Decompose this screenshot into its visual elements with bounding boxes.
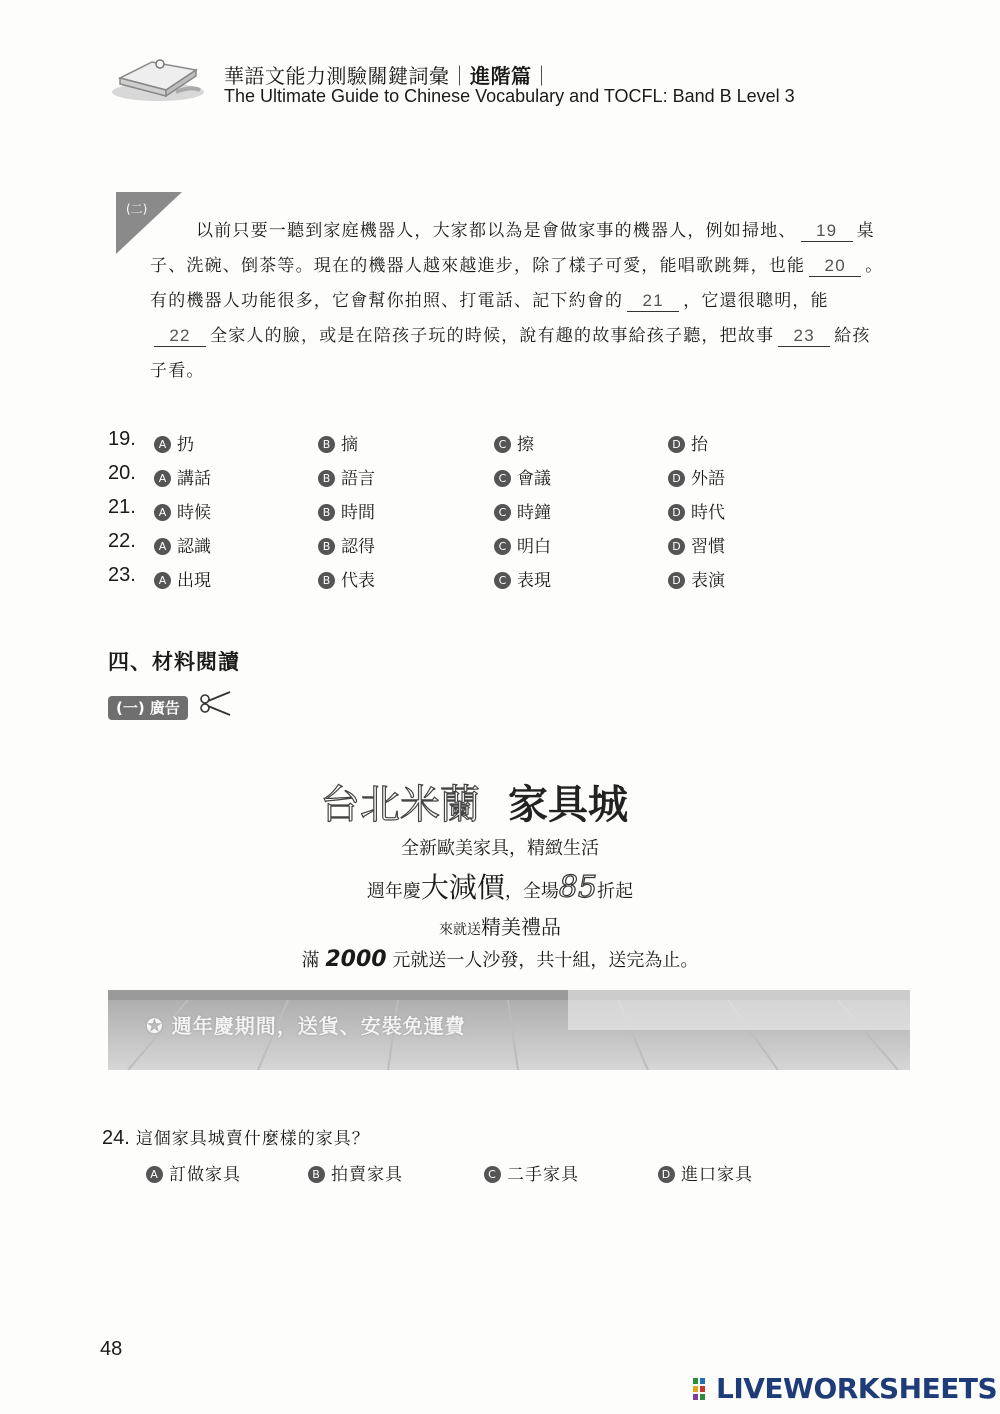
reading-passage: 以前只要一聽到家庭機器人，大家都以為是會做家事的機器人，例如掃地、 19 桌子、洗碗、倒茶等。現在的機器人越來越進步，除了樣子可愛，能唱歌跳舞，也能 20 。有的機器人功能很多，它會幫你拍照、打電話、記下約會的 21 ，它還很聰明，能22 全家人的臉，或是在陪孩子玩的時候，說有趣的故事給孩子聽，把故事 23 給孩子看。 [150, 221, 884, 381]
option-b[interactable]: B 代表 [318, 566, 375, 591]
ad-line-3: 來就送精美禮品 [439, 915, 561, 939]
option-b[interactable]: B 認得 [318, 532, 375, 557]
question-23 [108, 564, 828, 598]
question-list [108, 428, 828, 598]
question-20 [108, 462, 828, 496]
subsection-label: (一) 廣告 [108, 696, 188, 720]
question-24-options [146, 1160, 866, 1188]
svg-text:家具城: 家具城 [508, 782, 628, 828]
liveworksheets-watermark: LIVEWORKSHEETS [716, 1372, 998, 1405]
blank-21[interactable]: 21 [627, 291, 679, 312]
svg-text:台北米蘭: 台北米蘭 [320, 782, 480, 828]
question-number: 20. [108, 462, 136, 484]
ad-line-1: 全新歐美家具，精緻生活 [401, 838, 599, 859]
page-number: 48 [100, 1338, 123, 1360]
scissors-icon [198, 690, 232, 716]
option-c[interactable]: C 明白 [494, 532, 551, 557]
option-c[interactable]: C 會議 [494, 464, 551, 489]
option-a[interactable]: A 講話 [154, 464, 211, 489]
option-a[interactable]: A 訂做家具 [146, 1160, 241, 1185]
blank-22[interactable]: 22 [154, 326, 206, 347]
question-number: 21. [108, 496, 136, 518]
question-21 [108, 496, 828, 530]
question-number: 22. [108, 530, 136, 552]
option-a[interactable]: A 出現 [154, 566, 211, 591]
option-d[interactable]: D 習慣 [668, 532, 725, 557]
option-d[interactable]: D 外語 [668, 464, 725, 489]
option-a[interactable]: A 扔 [154, 430, 194, 455]
ad-line-4: 滿 2000 元就送一人沙發，共十組，送完為止。 [301, 947, 699, 972]
section-label: (二) [126, 202, 148, 216]
ad-title [318, 772, 658, 828]
option-b[interactable]: B 時間 [318, 498, 375, 523]
blank-19[interactable]: 19 [801, 221, 853, 242]
option-d[interactable]: D 抬 [668, 430, 708, 455]
option-a[interactable]: A 時候 [154, 498, 211, 523]
option-c[interactable]: C 二手家具 [484, 1160, 579, 1185]
option-b[interactable]: B 摘 [318, 430, 358, 455]
option-d[interactable]: D 表演 [668, 566, 725, 591]
ad-line-2: 週年慶大減價，全場85折起 [366, 870, 634, 905]
option-d[interactable]: D 時代 [668, 498, 725, 523]
option-c[interactable]: C 時鐘 [494, 498, 551, 523]
question-19 [108, 428, 828, 462]
option-c[interactable]: C 擦 [494, 430, 534, 455]
liveworksheets-logo-icon [692, 1372, 714, 1406]
option-d[interactable]: D 進口家具 [658, 1160, 753, 1185]
question-number: 19. [108, 428, 136, 450]
book-title-en: The Ultimate Guide to Chinese Vocabulary and TOCFL: Band B Level 3 [224, 86, 795, 106]
option-a[interactable]: A 認識 [154, 532, 211, 557]
question-number: 24. [102, 1127, 130, 1149]
section-title: 四、材料閱讀 [108, 650, 240, 674]
option-b[interactable]: B 語言 [318, 464, 375, 489]
blank-20[interactable]: 20 [809, 256, 861, 277]
question-number: 23. [108, 564, 136, 586]
blank-23[interactable]: 23 [778, 326, 830, 347]
ad-banner-text: ✪ 週年慶期間，送貨、安裝免運費 [146, 1014, 466, 1038]
book-title-zh: 華語文能力測驗關鍵詞彙｜進階篇｜ [224, 64, 552, 88]
option-b[interactable]: B 拍賣家具 [308, 1160, 403, 1185]
option-c[interactable]: C 表現 [494, 566, 551, 591]
question-text: 這個家具城賣什麼樣的家具？ [135, 1129, 370, 1149]
book-icon [108, 48, 208, 104]
question-22 [108, 530, 828, 564]
question-24 [102, 1124, 370, 1150]
